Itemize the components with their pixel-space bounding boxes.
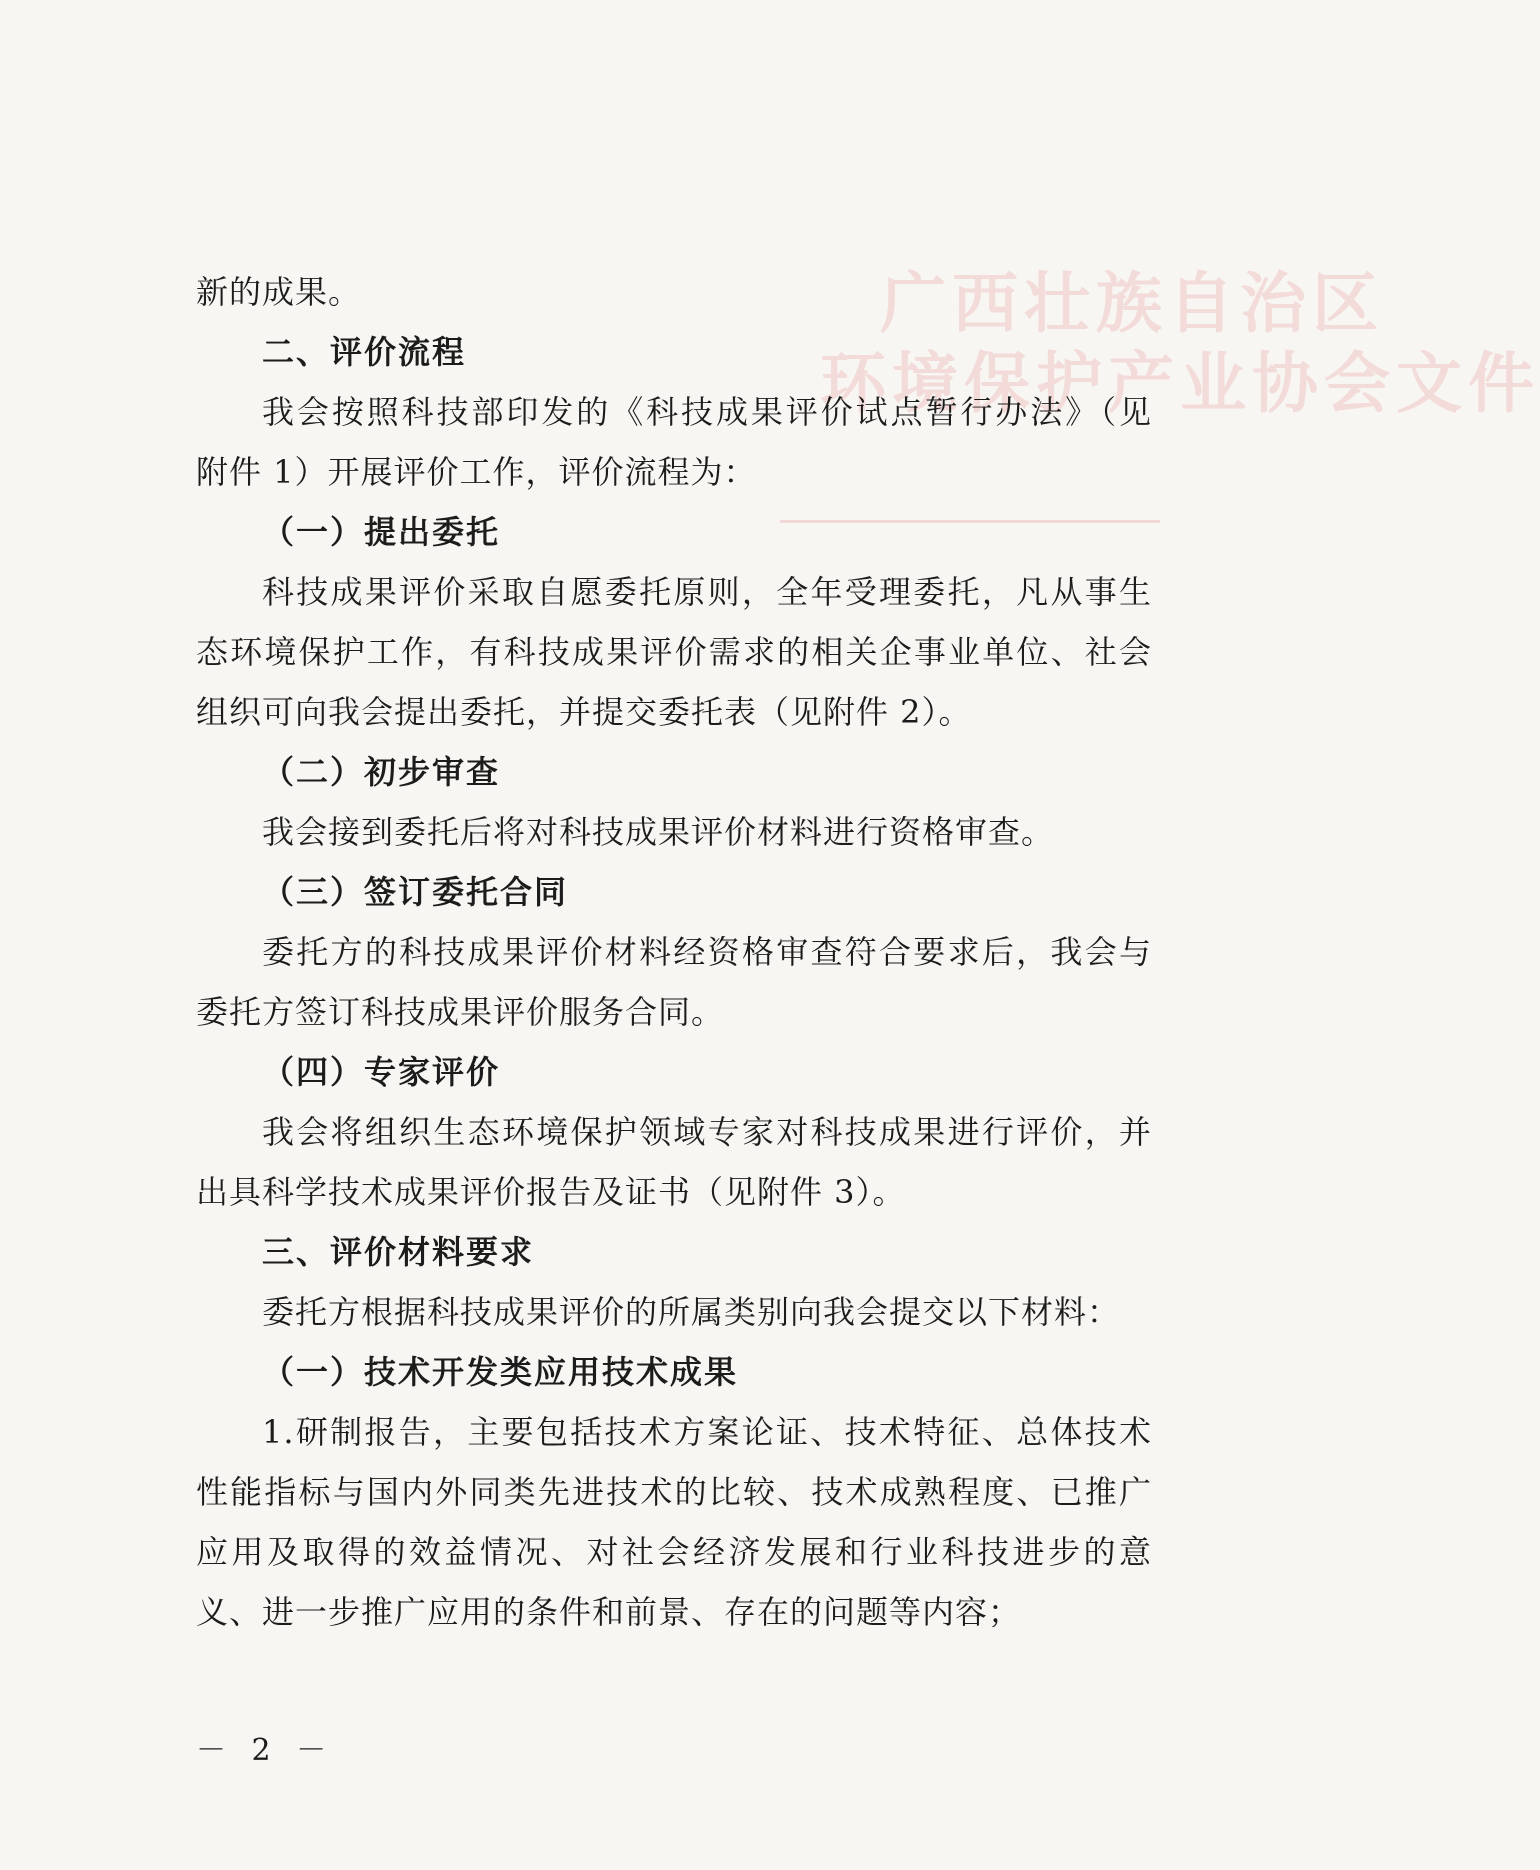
paragraph-line: 科技成果评价采取自愿委托原则，全年受理委托，凡从事生 bbox=[262, 573, 1152, 611]
paragraph-line: 义、进一步推广应用的条件和前景、存在的问题等内容； bbox=[196, 1593, 1022, 1631]
page-number: － 2 － bbox=[196, 1733, 335, 1768]
subsection-heading: （二）初步审查 bbox=[262, 753, 501, 791]
paragraph-line: 委托方的科技成果评价材料经资格审查符合要求后，我会与 bbox=[262, 933, 1152, 971]
paragraph-line: 新的成果。 bbox=[196, 273, 362, 311]
subsection-heading: （一）提出委托 bbox=[262, 513, 501, 551]
section-heading: 三、评价材料要求 bbox=[262, 1233, 535, 1271]
subsection-heading: （三）签订委托合同 bbox=[262, 873, 569, 911]
paragraph-line: 应用及取得的效益情况、对社会经济发展和行业科技进步的意 bbox=[196, 1533, 1152, 1571]
paragraph-line: 1.研制报告，主要包括技术方案论证、技术特征、总体技术 bbox=[262, 1413, 1152, 1451]
paragraph-line: 性能指标与国内外同类先进技术的比较、技术成熟程度、已推广 bbox=[196, 1473, 1152, 1511]
paragraph-line: 我会接到委托后将对科技成果评价材料进行资格审查。 bbox=[262, 813, 1055, 851]
paragraph-line: 委托方根据科技成果评价的所属类别向我会提交以下材料： bbox=[262, 1293, 1121, 1331]
paragraph-line: 态环境保护工作，有科技成果评价需求的相关企事业单位、社会 bbox=[196, 633, 1152, 671]
document-body bbox=[196, 262, 1152, 1642]
section-heading: 二、评价流程 bbox=[262, 333, 467, 371]
subsection-heading: （四）专家评价 bbox=[262, 1053, 501, 1091]
watermark-title-line1: 广西壮族自治区 bbox=[880, 264, 1384, 342]
watermark-title-line2: 环境保护产业协会文件 bbox=[820, 344, 1540, 422]
paragraph-line: 我会按照科技部印发的《科技成果评价试点暂行办法》（见 bbox=[262, 393, 1152, 431]
subsection-heading: （一）技术开发类应用技术成果 bbox=[262, 1353, 739, 1391]
paragraph-line: 委托方签订科技成果评价服务合同。 bbox=[196, 993, 725, 1031]
paragraph-line: 我会将组织生态环境保护领域专家对科技成果进行评价，并 bbox=[262, 1113, 1152, 1151]
paragraph-line: 附件 1）开展评价工作，评价流程为： bbox=[196, 453, 757, 491]
paragraph-line: 出具科学技术成果评价报告及证书（见附件 3）。 bbox=[196, 1173, 906, 1211]
paragraph-line: 组织可向我会提出委托，并提交委托表（见附件 2）。 bbox=[196, 693, 972, 731]
